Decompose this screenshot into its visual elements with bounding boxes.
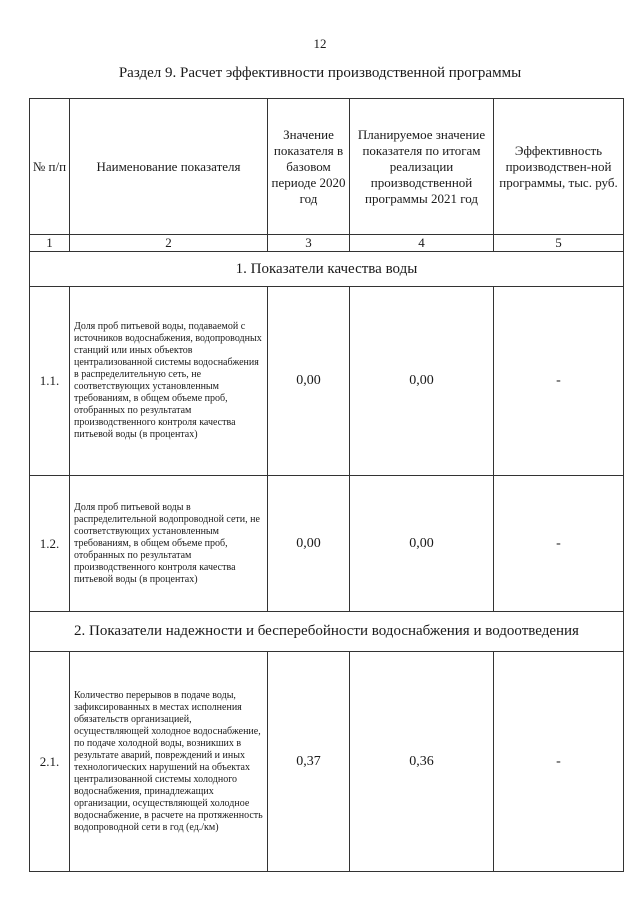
column-numbers-row — [30, 235, 624, 252]
table-header-row — [30, 99, 624, 235]
column-number: 2 — [70, 235, 268, 252]
column-number: 4 — [350, 235, 494, 252]
section-heading: 2. Показатели надежности и бесперебойности водоснабжения и водоотведения — [30, 612, 624, 652]
header-number: № п/п — [30, 99, 70, 235]
section-heading: 1. Показатели качества воды — [30, 252, 624, 287]
column-number: 1 — [30, 235, 70, 252]
table-row — [30, 287, 624, 476]
column-number: 5 — [494, 235, 624, 252]
row-number: 1.1. — [30, 287, 70, 476]
row-number: 1.2. — [30, 476, 70, 612]
section-title: Раздел 9. Расчет эффективности производственной программы — [118, 65, 522, 81]
section-header-row — [30, 252, 624, 287]
page-number: 12 — [313, 36, 327, 51]
header-base-value: Значение показателя в базовом периоде 2020 год — [268, 99, 350, 235]
base-value: 0,37 — [268, 652, 350, 872]
base-value: 0,00 — [268, 287, 350, 476]
planned-value: 0,36 — [350, 652, 494, 872]
indicator-name: Количество перерывов в подаче воды, зафиксированных в местах исполнения обязательств организацией, осуществляющей холодное водоснабжение, по подаче холодной воды, возникших в результате аварий, повреждений и иных технологических нарушений на объектах централизованной системы холодного водоснабжения, принадлежащих организации, осуществляющей холодное водоснабжение, в расчете на протяженность водопроводной сети в год (ед./км) — [70, 652, 268, 872]
column-number: 3 — [268, 235, 350, 252]
header-planned-value: Планируемое значение показателя по итогам реализации производственной программы 2021 год — [350, 99, 494, 235]
planned-value: 0,00 — [350, 476, 494, 612]
base-value: 0,00 — [268, 476, 350, 612]
row-number: 2.1. — [30, 652, 70, 872]
indicator-name: Доля проб питьевой воды в распределительной водопроводной сети, не соответствующих установленным требованиям, в общем объеме проб, отобранных по результатам производственного контроля качества питьевой воды (в процентах) — [70, 476, 268, 612]
efficiency-value: - — [494, 287, 624, 476]
header-name: Наименование показателя — [70, 99, 268, 235]
section-header-row — [30, 612, 624, 652]
table-row — [30, 652, 624, 872]
indicator-name: Доля проб питьевой воды, подаваемой с источников водоснабжения, водопроводных станций или иных объектов централизованной системы водоснабжения в распределительную сеть, не соответствующих установленным требованиям, в общем объеме проб, отобранных по результатам производственного контроля качества питьевой воды (в процентах) — [70, 287, 268, 476]
efficiency-table — [29, 98, 624, 872]
efficiency-value: - — [494, 476, 624, 612]
header-efficiency: Эффективность производствен-ной программы, тыс. руб. — [494, 99, 624, 235]
table-row — [30, 476, 624, 612]
efficiency-value: - — [494, 652, 624, 872]
planned-value: 0,00 — [350, 287, 494, 476]
